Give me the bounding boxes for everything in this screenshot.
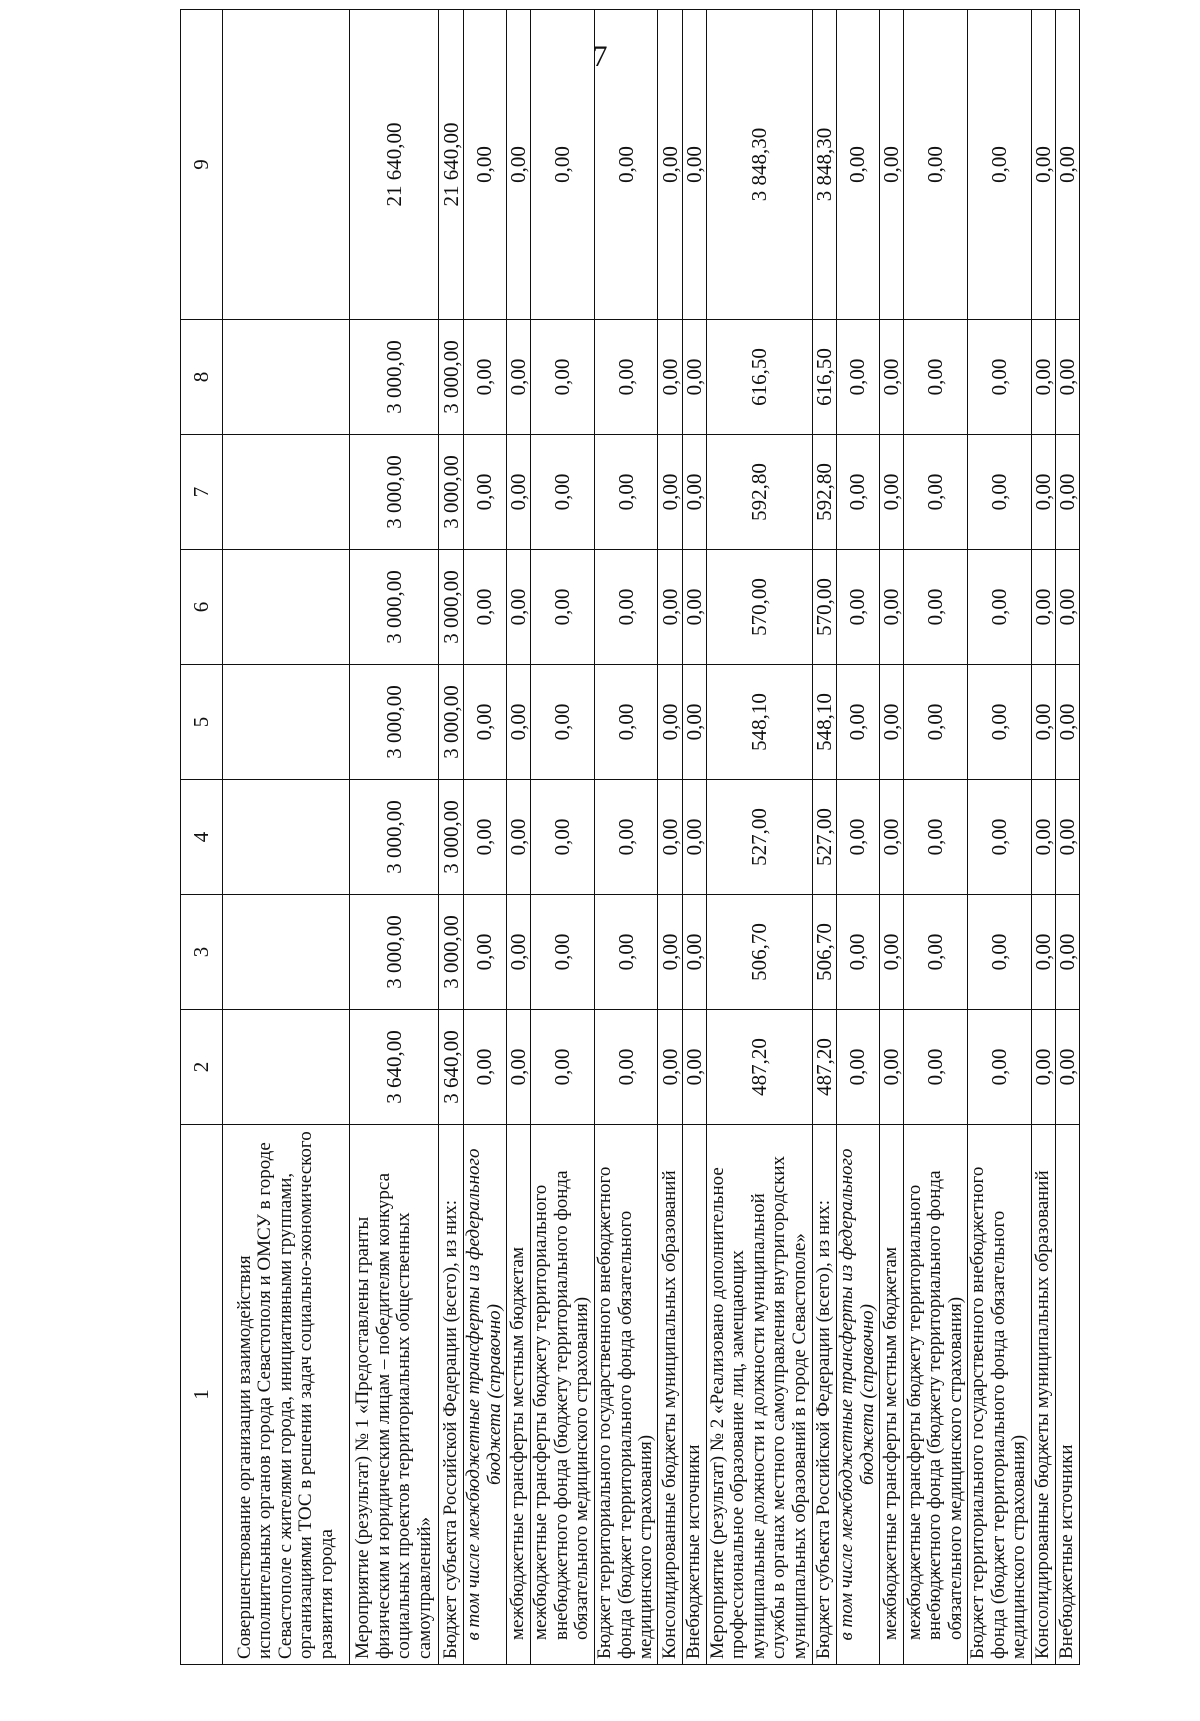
table-row xyxy=(706,10,812,1665)
table-row xyxy=(1031,10,1055,1665)
value-cell: 0,00 xyxy=(463,435,506,550)
value-cell: 0,00 xyxy=(836,10,879,320)
row-label: межбюджетные трансферты местным бюджетам xyxy=(879,1125,903,1665)
value-cell xyxy=(223,895,350,1010)
value-cell xyxy=(223,665,350,780)
value-cell: 3 848,30 xyxy=(706,10,812,320)
value-cell: 0,00 xyxy=(658,550,682,665)
row-label: в том числе межбюджетные трансферты из федерального бюджета (справочно) xyxy=(463,1125,506,1665)
table-row xyxy=(439,10,463,1665)
value-cell: 0,00 xyxy=(836,550,879,665)
value-cell: 3 000,00 xyxy=(439,780,463,895)
value-cell: 0,00 xyxy=(1055,435,1079,550)
row-label: Бюджет территориального государственного внебюджетного фонда (бюджет территориального фонда обязательного медицинского страхования) xyxy=(594,1125,658,1665)
table-body xyxy=(223,10,1080,1665)
value-cell: 0,00 xyxy=(879,320,903,435)
value-cell: 506,70 xyxy=(706,895,812,1010)
value-cell: 0,00 xyxy=(463,10,506,320)
value-cell: 0,00 xyxy=(506,1010,530,1125)
value-cell: 0,00 xyxy=(506,895,530,1010)
value-cell: 0,00 xyxy=(594,1010,658,1125)
value-cell: 0,00 xyxy=(1055,665,1079,780)
table-row xyxy=(530,10,594,1665)
value-cell: 3 000,00 xyxy=(349,435,439,550)
value-cell: 0,00 xyxy=(682,780,706,895)
value-cell: 0,00 xyxy=(682,550,706,665)
column-header: 1 xyxy=(181,1125,223,1665)
value-cell: 527,00 xyxy=(812,780,836,895)
value-cell: 0,00 xyxy=(967,435,1031,550)
value-cell: 527,00 xyxy=(706,780,812,895)
table-row xyxy=(1055,10,1079,1665)
value-cell: 0,00 xyxy=(967,780,1031,895)
row-label: Бюджет территориального государственного внебюджетного фонда (бюджет территориального фонда обязательного медицинского страхования) xyxy=(967,1125,1031,1665)
column-header: 4 xyxy=(181,780,223,895)
value-cell: 0,00 xyxy=(594,895,658,1010)
value-cell: 0,00 xyxy=(658,10,682,320)
value-cell: 0,00 xyxy=(836,320,879,435)
value-cell: 0,00 xyxy=(682,10,706,320)
value-cell: 0,00 xyxy=(1031,780,1055,895)
row-label: Бюджет субъекта Российской Федерации (всего), из них: xyxy=(439,1125,463,1665)
page-number: 7 xyxy=(592,40,608,73)
value-cell: 0,00 xyxy=(682,435,706,550)
value-cell: 0,00 xyxy=(903,10,967,320)
value-cell: 0,00 xyxy=(1055,780,1079,895)
value-cell: 0,00 xyxy=(967,1010,1031,1125)
value-cell: 0,00 xyxy=(1031,665,1055,780)
value-cell: 0,00 xyxy=(463,780,506,895)
value-cell: 21 640,00 xyxy=(439,10,463,320)
value-cell: 0,00 xyxy=(682,1010,706,1125)
value-cell: 3 000,00 xyxy=(439,320,463,435)
column-header: 2 xyxy=(181,1010,223,1125)
value-cell: 0,00 xyxy=(1031,895,1055,1010)
value-cell: 548,10 xyxy=(812,665,836,780)
table-row xyxy=(349,10,439,1665)
value-cell: 0,00 xyxy=(594,550,658,665)
value-cell: 0,00 xyxy=(967,10,1031,320)
value-cell xyxy=(223,10,350,320)
value-cell: 0,00 xyxy=(463,665,506,780)
value-cell: 0,00 xyxy=(463,550,506,665)
value-cell: 0,00 xyxy=(967,895,1031,1010)
column-header: 7 xyxy=(181,435,223,550)
row-label: в том числе межбюджетные трансферты из федерального бюджета (справочно) xyxy=(836,1125,879,1665)
row-label: Внебюджетные источники xyxy=(682,1125,706,1665)
value-cell xyxy=(223,320,350,435)
table-row xyxy=(506,10,530,1665)
value-cell: 0,00 xyxy=(530,1010,594,1125)
value-cell: 0,00 xyxy=(836,435,879,550)
value-cell: 0,00 xyxy=(530,320,594,435)
value-cell: 0,00 xyxy=(903,435,967,550)
value-cell: 3 000,00 xyxy=(349,895,439,1010)
row-label: межбюджетные трансферты бюджету территориального внебюджетного фонда (бюджету территориального фонда обязательного медицинского страхования) xyxy=(530,1125,594,1665)
value-cell: 0,00 xyxy=(658,895,682,1010)
value-cell: 0,00 xyxy=(594,665,658,780)
value-cell: 0,00 xyxy=(1055,320,1079,435)
value-cell xyxy=(223,435,350,550)
value-cell: 3 000,00 xyxy=(439,895,463,1010)
value-cell: 0,00 xyxy=(506,320,530,435)
value-cell: 0,00 xyxy=(879,1010,903,1125)
value-cell: 487,20 xyxy=(706,1010,812,1125)
rotated-table-frame xyxy=(180,110,1080,1665)
row-label: Совершенствование организации взаимодействия исполнительных органов города Севастополя и ОМСУ в городе Севастополе с жителями города, инициативными группами, организациями ТОС в решении задач социально-экономического развития города xyxy=(223,1125,350,1665)
table-header-row xyxy=(181,10,223,1665)
value-cell: 570,00 xyxy=(812,550,836,665)
row-label: Консолидированные бюджеты муниципальных образований xyxy=(1031,1125,1055,1665)
value-cell: 0,00 xyxy=(594,10,658,320)
value-cell: 3 000,00 xyxy=(439,435,463,550)
value-cell: 0,00 xyxy=(530,895,594,1010)
value-cell: 0,00 xyxy=(879,435,903,550)
value-cell: 0,00 xyxy=(903,1010,967,1125)
value-cell: 0,00 xyxy=(463,320,506,435)
value-cell: 0,00 xyxy=(836,780,879,895)
value-cell: 0,00 xyxy=(967,550,1031,665)
value-cell: 0,00 xyxy=(967,665,1031,780)
value-cell: 0,00 xyxy=(506,435,530,550)
row-label: Мероприятие (результат) № 2 «Реализовано дополнительное профессиональное образование лиц, замещающих муниципальные должности и должности муниципальной службы в органах местного самоуправления внутригородских муниципальных образований в городе Севастополе» xyxy=(706,1125,812,1665)
table-row xyxy=(658,10,682,1665)
value-cell: 0,00 xyxy=(1031,435,1055,550)
value-cell: 3 000,00 xyxy=(349,780,439,895)
row-label: Внебюджетные источники xyxy=(1055,1125,1079,1665)
value-cell: 3 640,00 xyxy=(349,1010,439,1125)
value-cell: 0,00 xyxy=(506,665,530,780)
value-cell: 0,00 xyxy=(1031,10,1055,320)
value-cell: 0,00 xyxy=(903,550,967,665)
column-header: 9 xyxy=(181,10,223,320)
value-cell: 0,00 xyxy=(1055,1010,1079,1125)
value-cell: 0,00 xyxy=(594,780,658,895)
row-label: Консолидированные бюджеты муниципальных образований xyxy=(658,1125,682,1665)
value-cell: 616,50 xyxy=(706,320,812,435)
value-cell: 0,00 xyxy=(463,1010,506,1125)
value-cell: 0,00 xyxy=(1031,550,1055,665)
value-cell: 0,00 xyxy=(879,895,903,1010)
value-cell: 0,00 xyxy=(530,780,594,895)
value-cell: 0,00 xyxy=(836,1010,879,1125)
value-cell: 0,00 xyxy=(879,780,903,895)
table-row xyxy=(223,10,350,1665)
table-row xyxy=(903,10,967,1665)
value-cell xyxy=(223,1010,350,1125)
value-cell: 0,00 xyxy=(530,10,594,320)
row-label: межбюджетные трансферты бюджету территориального внебюджетного фонда (бюджету территориального фонда обязательного медицинского страхования) xyxy=(903,1125,967,1665)
column-header: 6 xyxy=(181,550,223,665)
value-cell: 3 000,00 xyxy=(439,665,463,780)
value-cell: 0,00 xyxy=(903,895,967,1010)
column-header: 5 xyxy=(181,665,223,780)
value-cell: 0,00 xyxy=(658,1010,682,1125)
row-label: межбюджетные трансферты местным бюджетам xyxy=(506,1125,530,1665)
value-cell: 0,00 xyxy=(530,665,594,780)
value-cell: 3 000,00 xyxy=(349,320,439,435)
value-cell: 616,50 xyxy=(812,320,836,435)
value-cell: 3 000,00 xyxy=(349,550,439,665)
value-cell: 0,00 xyxy=(903,320,967,435)
value-cell: 0,00 xyxy=(903,665,967,780)
value-cell: 0,00 xyxy=(594,320,658,435)
column-header: 8 xyxy=(181,320,223,435)
value-cell: 487,20 xyxy=(812,1010,836,1125)
table-row xyxy=(879,10,903,1665)
value-cell: 0,00 xyxy=(836,895,879,1010)
value-cell: 3 848,30 xyxy=(812,10,836,320)
value-cell: 0,00 xyxy=(1055,10,1079,320)
value-cell: 0,00 xyxy=(506,10,530,320)
value-cell: 0,00 xyxy=(506,550,530,665)
value-cell: 0,00 xyxy=(836,665,879,780)
value-cell xyxy=(223,550,350,665)
value-cell: 0,00 xyxy=(1055,895,1079,1010)
row-label: Бюджет субъекта Российской Федерации (всего), из них: xyxy=(812,1125,836,1665)
value-cell: 0,00 xyxy=(658,435,682,550)
value-cell: 0,00 xyxy=(530,435,594,550)
value-cell: 0,00 xyxy=(682,895,706,1010)
value-cell: 0,00 xyxy=(1031,320,1055,435)
value-cell: 592,80 xyxy=(812,435,836,550)
table-row xyxy=(812,10,836,1665)
value-cell: 0,00 xyxy=(658,320,682,435)
value-cell: 0,00 xyxy=(658,665,682,780)
value-cell: 570,00 xyxy=(706,550,812,665)
value-cell: 0,00 xyxy=(463,895,506,1010)
budget-table xyxy=(180,9,1080,1665)
row-label: Мероприятие (результат) № 1 «Предоставлены гранты физическим и юридическим лицам – победителям конкурса социальных проектов территориальных общественных самоуправлений» xyxy=(349,1125,439,1665)
value-cell: 0,00 xyxy=(682,665,706,780)
value-cell: 0,00 xyxy=(903,780,967,895)
value-cell: 592,80 xyxy=(706,435,812,550)
value-cell: 0,00 xyxy=(682,320,706,435)
table-row xyxy=(463,10,506,1665)
value-cell: 0,00 xyxy=(530,550,594,665)
value-cell: 0,00 xyxy=(658,780,682,895)
value-cell: 0,00 xyxy=(879,665,903,780)
value-cell: 0,00 xyxy=(967,320,1031,435)
table-row xyxy=(682,10,706,1665)
value-cell: 0,00 xyxy=(879,550,903,665)
value-cell: 0,00 xyxy=(1031,1010,1055,1125)
value-cell: 0,00 xyxy=(594,435,658,550)
column-header: 3 xyxy=(181,895,223,1010)
value-cell: 3 000,00 xyxy=(439,550,463,665)
value-cell: 548,10 xyxy=(706,665,812,780)
value-cell: 3 000,00 xyxy=(349,665,439,780)
value-cell: 0,00 xyxy=(1055,550,1079,665)
value-cell: 21 640,00 xyxy=(349,10,439,320)
value-cell: 0,00 xyxy=(506,780,530,895)
value-cell: 3 640,00 xyxy=(439,1010,463,1125)
value-cell xyxy=(223,780,350,895)
table-row xyxy=(967,10,1031,1665)
value-cell: 506,70 xyxy=(812,895,836,1010)
table-row xyxy=(594,10,658,1665)
value-cell: 0,00 xyxy=(879,10,903,320)
table-row xyxy=(836,10,879,1665)
